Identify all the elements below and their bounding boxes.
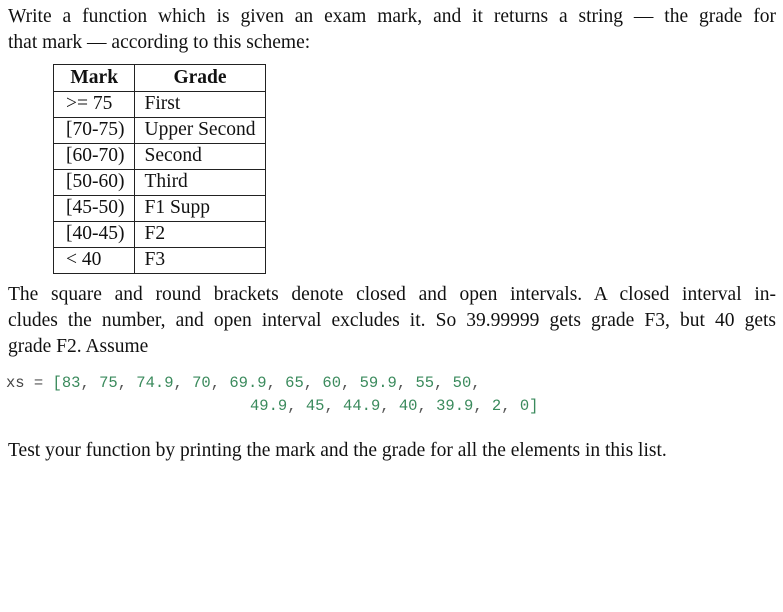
mark-cell: >= 75 [54, 92, 135, 118]
code-list-value: 75 [99, 374, 118, 392]
code-comma: , [210, 374, 230, 392]
code-list-value: 70 [192, 374, 211, 392]
code-list-value: 59.9 [359, 374, 397, 392]
code-block [6, 372, 776, 418]
code-comma: , [473, 397, 492, 415]
intro-paragraph [8, 4, 776, 56]
code-comma: , [303, 374, 323, 392]
code-variable: xs [6, 374, 25, 392]
code-comma: , [80, 374, 100, 392]
code-list-value: 65 [285, 374, 304, 392]
mark-cell: [60-70) [54, 144, 135, 170]
intro-line-1: Write a function which is given an exam mark, and it returns a string — the grade for [8, 6, 776, 27]
code-comma: , [471, 374, 490, 392]
code-bracket-open: [ [52, 374, 62, 392]
grade-cell: F2 [135, 222, 265, 248]
table-row [54, 118, 266, 144]
code-list-value: 55 [415, 374, 435, 392]
code-list-value: 74.9 [136, 374, 174, 392]
explanation-paragraph [8, 282, 776, 360]
code-list-value: 39.9 [436, 397, 474, 415]
header-mark: Mark [54, 65, 135, 92]
code-list-value: 2 [491, 397, 502, 415]
table-row [54, 144, 266, 170]
code-list-value: 49.9 [250, 397, 288, 415]
code-comma: , [341, 374, 360, 392]
explanation-line-2: cludes the number, and open interval excludes it. So 39.99999 gets grade F3, but 40 gets [8, 310, 776, 331]
mark-cell: [50-60) [54, 170, 135, 196]
code-list-value: 60 [322, 374, 341, 392]
code-list-value: 0 [519, 397, 530, 415]
explanation-line-3: grade F2. Assume [8, 336, 149, 357]
code-line-1 [6, 374, 490, 392]
mark-cell: [45-50) [54, 196, 135, 222]
table-row [54, 170, 266, 196]
code-bracket-close: ] [529, 397, 539, 415]
explanation-line-1: The square and round brackets denote closed and open intervals. A closed interval in- [8, 284, 776, 305]
code-comma: , [324, 397, 344, 415]
table-header-row [54, 65, 266, 92]
grade-cell: Third [135, 170, 265, 196]
code-comma: , [417, 397, 437, 415]
table-row [54, 222, 266, 248]
code-list-value: 83 [61, 374, 81, 392]
test-instruction: Test your function by printing the mark and the grade for all the elements in this list. [8, 440, 667, 461]
code-comma: , [173, 374, 193, 392]
code-comma: , [380, 397, 399, 415]
mark-cell: < 40 [54, 248, 135, 274]
grade-cell: F3 [135, 248, 265, 274]
exercise-page [8, 2, 776, 464]
code-comma: , [117, 374, 137, 392]
grade-scheme-table [53, 64, 266, 274]
code-list-value: 40 [398, 397, 418, 415]
grade-cell: First [135, 92, 265, 118]
code-comma: , [396, 374, 416, 392]
intro-line-2: that mark — according to this scheme: [8, 32, 311, 53]
mark-cell: [40-45) [54, 222, 135, 248]
code-values-line-2 [6, 395, 776, 418]
table-row [54, 92, 266, 118]
grade-cell: Upper Second [135, 118, 265, 144]
code-list-value: 44.9 [343, 397, 381, 415]
header-grade: Grade [135, 65, 265, 92]
table-row [54, 248, 266, 274]
code-list-value: 45 [305, 397, 325, 415]
mark-cell: [70-75) [54, 118, 135, 144]
code-list-value: 69.9 [229, 374, 267, 392]
code-comma: , [287, 397, 306, 415]
code-comma: , [501, 397, 520, 415]
code-comma: , [266, 374, 286, 392]
code-comma: , [434, 374, 453, 392]
grade-cell: F1 Supp [135, 196, 265, 222]
table-row [54, 196, 266, 222]
code-list-value: 50 [452, 374, 472, 392]
code-values-line-1 [53, 374, 490, 392]
code-operator: = [33, 374, 44, 392]
grade-cell: Second [135, 144, 265, 170]
